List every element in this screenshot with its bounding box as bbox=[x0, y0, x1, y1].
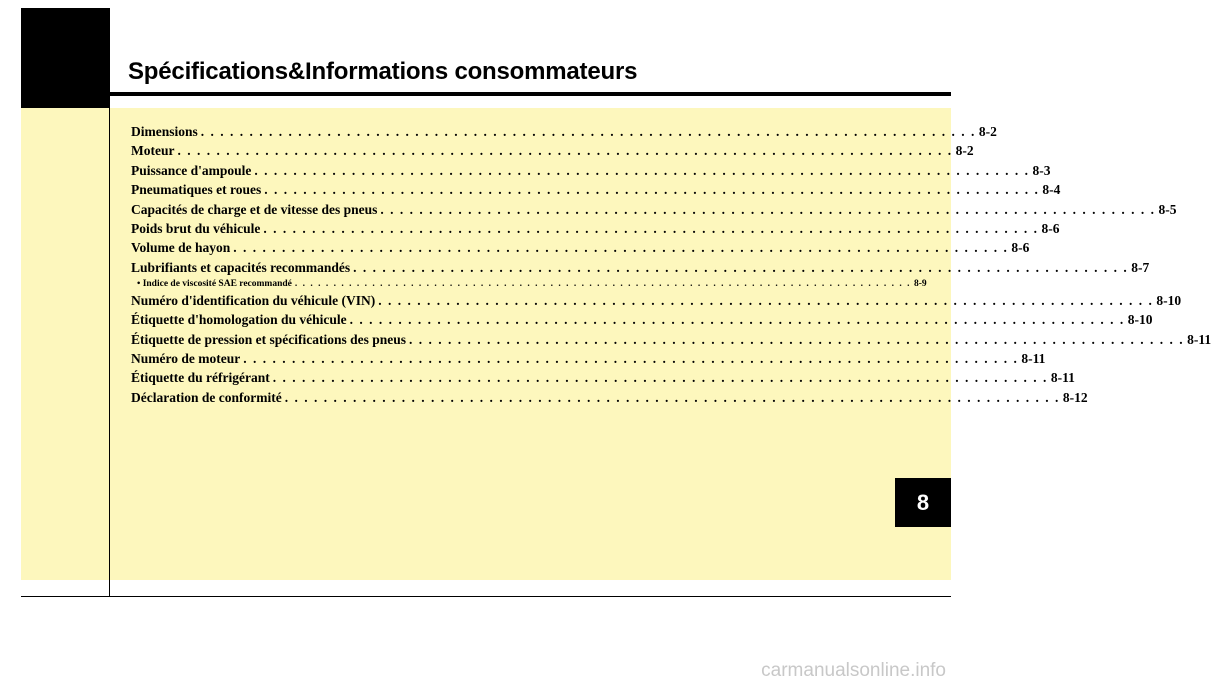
toc-entry[interactable] bbox=[131, 292, 1182, 312]
toc-entry-leader-dots: . . . . . . . . . . . . . . . . . . . . . . . . . . . . . . . . . . . . . . . . . . . . . . . . . . . . . . . . . . . . . . . . . . . . . . . . . . . . . . . . bbox=[349, 312, 1125, 328]
toc-entry[interactable] bbox=[131, 143, 974, 162]
toc-entry-page: 8-9 bbox=[914, 279, 927, 290]
toc-entry-label: Dimensions bbox=[131, 124, 198, 139]
toc-entry-label: Capacités de charge et de vitesse des pneus bbox=[131, 201, 378, 217]
toc-entry-page: 8-3 bbox=[1032, 162, 1051, 178]
toc-entry-page: 8-11 bbox=[1187, 331, 1211, 347]
toc-entry-label: Moteur bbox=[131, 143, 175, 159]
toc-entry-leader-dots: . . . . . . . . . . . . . . . . . . . . . . . . . . . . . . . . . . . . . . . . . . . . . . . . . . . . . . . . . . . . . . . . . . . . . . . . . . . . . . . . bbox=[284, 389, 1060, 405]
toc-entry-leader-dots: . . . . . . . . . . . . . . . . . . . . . . . . . . . . . . . . . . . . . . . . . . . . . . . . . . . . . . . . . . . . . . . . . . . . . . . . . . . . . . . . bbox=[233, 240, 1009, 256]
toc-entry-label: Numéro d'identification du véhicule (VIN) bbox=[131, 292, 376, 308]
toc-entry-page: 8-2 bbox=[955, 143, 974, 159]
toc-entry-leader-dots: . . . . . . . . . . . . . . . . . . . . . . . . . . . . . . . . . . . . . . . . . . . . . . . . . . . . . . . . . . . . . . . . . . . . . . . . . . . . . . . . bbox=[263, 220, 1039, 236]
toc-entry-leader-dots: . . . . . . . . . . . . . . . . . . . . . . . . . . . . . . . . . . . . . . . . . . . . . . . . . . . . . . . . . . . . . . . . . . . . . . . . . . . . . . . . bbox=[272, 370, 1048, 386]
toc-entry-page: 8-10 bbox=[1127, 312, 1153, 328]
toc-entry[interactable] bbox=[131, 124, 997, 143]
toc-entry-label: Pneumatiques et roues bbox=[131, 182, 262, 198]
toc-entry-page: 8-5 bbox=[1158, 201, 1177, 217]
toc-entry-label: Poids brut du véhicule bbox=[131, 220, 261, 236]
chapter-tab[interactable]: 8 bbox=[895, 478, 951, 527]
toc-entry-page: 8-11 bbox=[1021, 350, 1046, 366]
toc-entry[interactable] bbox=[131, 162, 1051, 182]
toc-entry-page: 8-7 bbox=[1131, 259, 1150, 275]
toc-entry-page: 8-12 bbox=[1062, 389, 1088, 405]
toc-entry-page: 8-4 bbox=[1042, 182, 1061, 198]
margin-vertical-rule bbox=[109, 8, 110, 596]
toc-entry-label: Lubrifiants et capacités recommandés bbox=[131, 259, 351, 275]
toc-entry-label: Étiquette de pression et spécifications des pneus bbox=[131, 331, 407, 347]
toc-entry-leader-dots: . . . . . . . . . . . . . . . . . . . . . . . . . . . . . . . . . . . . . . . . . . . . . . . . . . . . . . . . . . . . . . . . . . . . . . . . . . . . . . . . bbox=[294, 279, 912, 290]
title-underline-rule bbox=[110, 92, 951, 96]
toc-entry-leader-dots: . . . . . . . . . . . . . . . . . . . . . . . . . . . . . . . . . . . . . . . . . . . . . . . . . . . . . . . . . . . . . . . . . . . . . . . . . . . . . . . . bbox=[378, 292, 1154, 308]
toc-entry-leader-dots: . . . . . . . . . . . . . . . . . . . . . . . . . . . . . . . . . . . . . . . . . . . . . . . . . . . . . . . . . . . . . . . . . . . . . . . . . . . . . . . . bbox=[264, 182, 1040, 198]
toc-entry-leader-dots: . . . . . . . . . . . . . . . . . . . . . . . . . . . . . . . . . . . . . . . . . . . . . . . . . . . . . . . . . . . . . . . . . . . . . . . . . . . . . . . . bbox=[409, 331, 1185, 347]
toc-entry[interactable] bbox=[131, 240, 1030, 259]
watermark: carmanualsonline.info bbox=[761, 660, 946, 681]
toc-entry[interactable] bbox=[131, 370, 1075, 389]
toc-entry-label: Volume de hayon bbox=[131, 240, 231, 256]
toc-entry[interactable] bbox=[131, 201, 1177, 221]
toc-entry-page: 8-2 bbox=[978, 124, 997, 139]
toc-entry-leader-dots: . . . . . . . . . . . . . . . . . . . . . . . . . . . . . . . . . . . . . . . . . . . . . . . . . . . . . . . . . . . . . . . . . . . . . . . . . . . . . . . . bbox=[200, 124, 976, 139]
toc-entry-label: • Indice de viscosité SAE recommandé bbox=[137, 279, 292, 290]
toc-entry-label: Étiquette d'homologation du véhicule bbox=[131, 312, 347, 328]
toc-entry-page: 8-11 bbox=[1050, 370, 1075, 386]
page-title: Spécifications&Informations consommateurs bbox=[128, 58, 638, 85]
toc-entry[interactable] bbox=[131, 331, 1211, 351]
toc-entry-leader-dots: . . . . . . . . . . . . . . . . . . . . . . . . . . . . . . . . . . . . . . . . . . . . . . . . . . . . . . . . . . . . . . . . . . . . . . . . . . . . . . . . bbox=[380, 201, 1156, 217]
toc-entry-leader-dots: . . . . . . . . . . . . . . . . . . . . . . . . . . . . . . . . . . . . . . . . . . . . . . . . . . . . . . . . . . . . . . . . . . . . . . . . . . . . . . . . bbox=[353, 259, 1129, 275]
toc-entry[interactable] bbox=[131, 350, 1046, 370]
toc-entry-page: 8-10 bbox=[1156, 292, 1182, 308]
toc-entry-leader-dots: . . . . . . . . . . . . . . . . . . . . . . . . . . . . . . . . . . . . . . . . . . . . . . . . . . . . . . . . . . . . . . . . . . . . . . . . . . . . . . . . bbox=[254, 162, 1030, 178]
header-black-block bbox=[21, 8, 109, 108]
bottom-rule bbox=[21, 596, 951, 597]
toc-entry-label: Déclaration de conformité bbox=[131, 389, 282, 405]
toc-subentry[interactable] bbox=[131, 279, 927, 293]
toc-entry-page: 8-6 bbox=[1041, 220, 1060, 236]
toc-entry-label: Étiquette du réfrigérant bbox=[131, 370, 270, 386]
toc-entry[interactable] bbox=[131, 389, 1088, 409]
table-of-contents bbox=[131, 124, 1211, 409]
toc-entry[interactable] bbox=[131, 220, 1060, 240]
toc-entry-page: 8-6 bbox=[1011, 240, 1030, 256]
toc-entry-label: Puissance d'ampoule bbox=[131, 162, 252, 178]
toc-entry[interactable] bbox=[131, 259, 1150, 279]
toc-entry-label: Numéro de moteur bbox=[131, 350, 241, 366]
toc-entry[interactable] bbox=[131, 312, 1153, 331]
toc-entry-leader-dots: . . . . . . . . . . . . . . . . . . . . . . . . . . . . . . . . . . . . . . . . . . . . . . . . . . . . . . . . . . . . . . . . . . . . . . . . . . . . . . . . bbox=[243, 350, 1019, 366]
toc-entry[interactable] bbox=[131, 182, 1061, 201]
toc-entry-leader-dots: . . . . . . . . . . . . . . . . . . . . . . . . . . . . . . . . . . . . . . . . . . . . . . . . . . . . . . . . . . . . . . . . . . . . . . . . . . . . . . . . bbox=[177, 143, 953, 159]
